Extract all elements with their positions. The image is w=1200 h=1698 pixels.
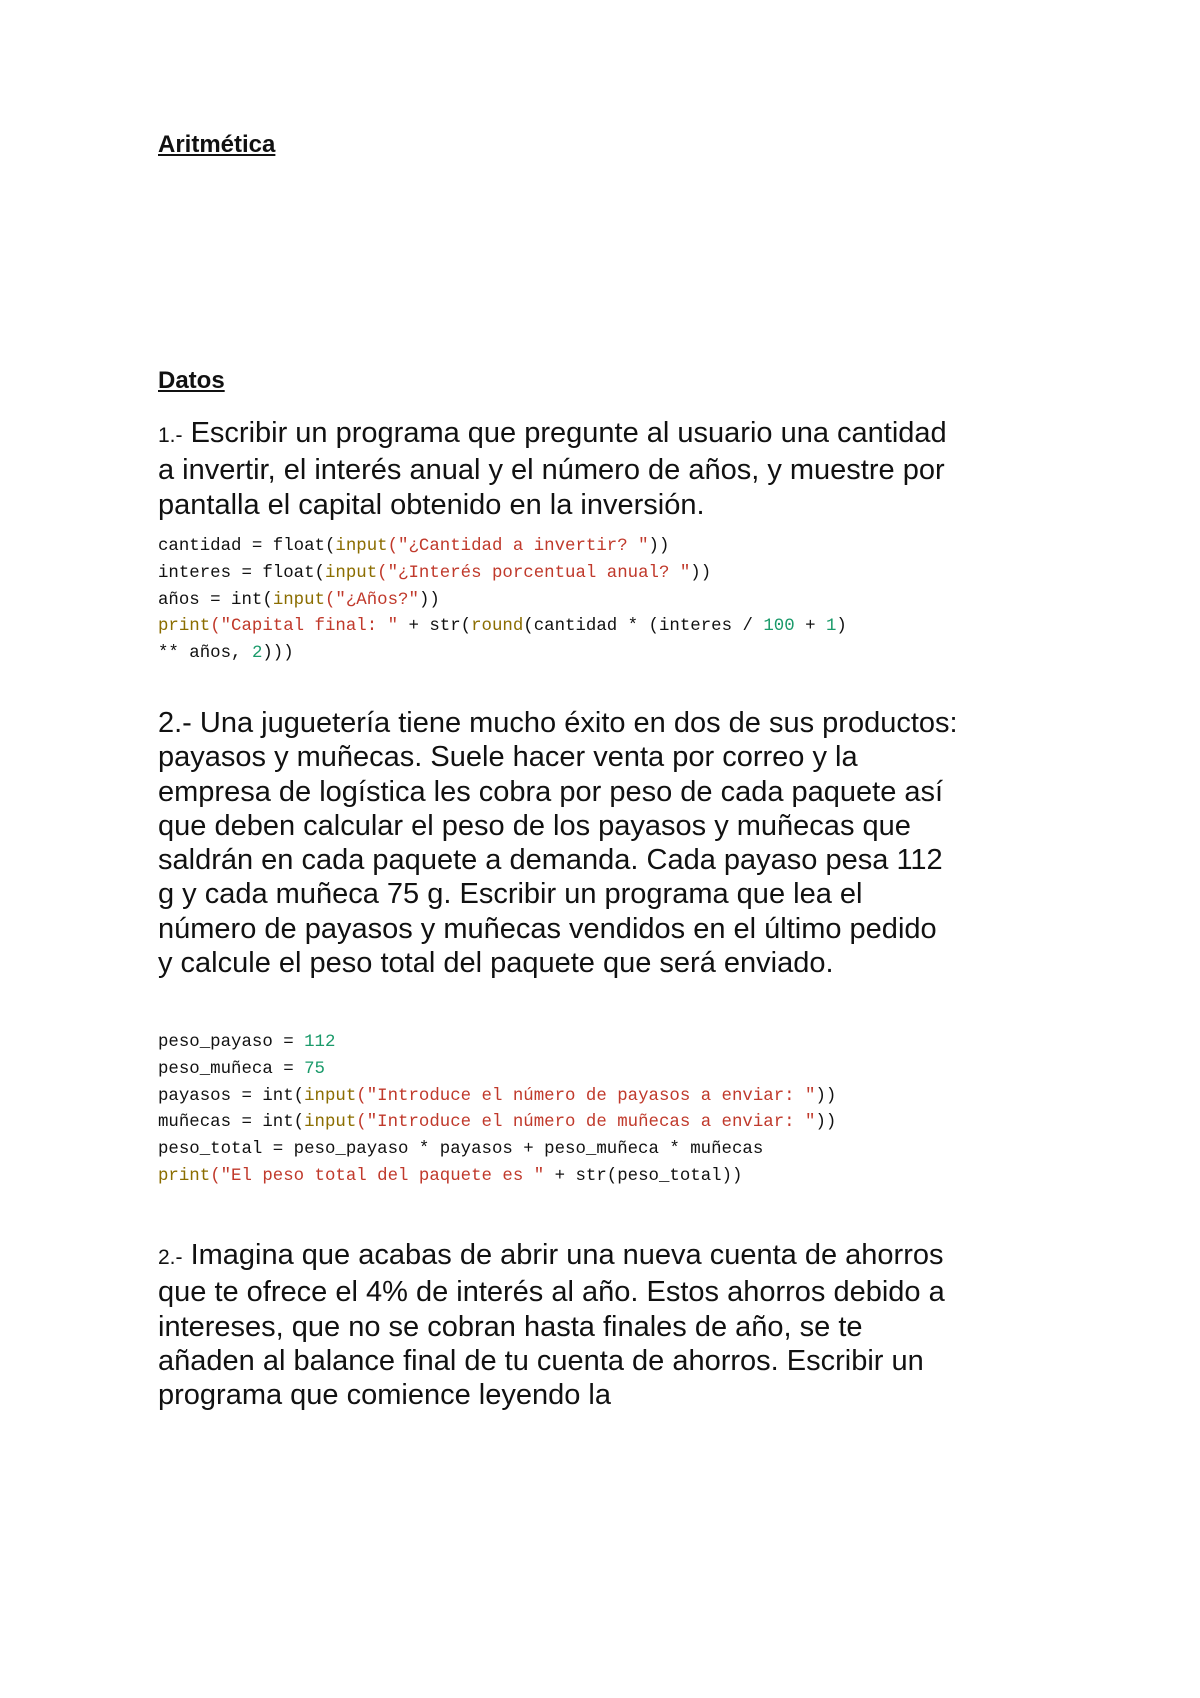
section-heading-datos: Datos (158, 367, 225, 394)
code-token: + str( (398, 617, 472, 637)
code-token: peso_total = peso_payaso * payasos + peso_muñeca * muñecas (158, 1140, 764, 1160)
code-line (158, 534, 847, 561)
exercise-3 (158, 1238, 958, 1412)
code-token: ) (836, 617, 847, 637)
code-token: ("Introduce el número de payasos a enviar: " (356, 1086, 816, 1106)
code-token: ("El peso total del paquete es " (210, 1166, 545, 1186)
code-token: input (304, 1086, 357, 1106)
code-block-1 (158, 534, 847, 668)
exercise-number: 2.- (158, 707, 192, 739)
code-line (158, 1110, 836, 1137)
code-line (158, 1137, 836, 1164)
code-token: round (471, 617, 524, 637)
code-token: peso_payaso = (158, 1033, 305, 1052)
code-token: )) (815, 1086, 837, 1106)
code-line (158, 561, 847, 588)
code-token: )) (418, 590, 440, 610)
exercise-2 (158, 706, 958, 980)
section-heading-aritmetica: Aritmética (158, 131, 276, 158)
code-token: input (304, 1113, 357, 1133)
code-token: )) (648, 537, 670, 556)
code-token: 2 (251, 644, 263, 664)
code-token: print (158, 1166, 211, 1186)
code-token: años = int( (158, 590, 273, 610)
code-token: ("¿Cantidad a invertir? " (387, 537, 649, 556)
code-token: )) (690, 563, 712, 583)
code-token: payasos = int( (158, 1086, 305, 1106)
code-token: 1 (825, 617, 837, 637)
code-token: )) (815, 1113, 837, 1133)
exercise-number: 2.- (158, 1246, 183, 1269)
exercise-1 (158, 416, 958, 522)
code-line (158, 588, 847, 615)
exercise-text: Una juguetería tiene mucho éxito en dos de sus productos: payasos y muñecas. Suele hacer venta por correo y la empresa de logística les cobra por peso de cada paquete así que deben calcular el peso de los payasos y muñecas que saldrán en cada paquete a demanda. Cada payaso pesa 112 g y cada muñeca 75 g. Escribir un programa que lea el número de payasos y muñecas vendidos en el último pedido y calcule el peso total del paquete que será enviado. (158, 707, 958, 980)
code-token: 100 (763, 617, 795, 637)
code-line (158, 614, 847, 641)
code-token: ))) (262, 644, 294, 664)
code-token: ("¿Interés porcentual anual? " (377, 563, 691, 583)
code-token: muñecas = int( (158, 1113, 305, 1133)
code-token: print (158, 617, 211, 637)
code-line (158, 1084, 836, 1111)
code-line (158, 1030, 836, 1057)
code-token: + str(peso_total)) (544, 1166, 743, 1186)
code-token: (cantidad * (interes / (523, 617, 764, 637)
code-token: input (324, 563, 378, 583)
code-block-2 (158, 1030, 836, 1191)
code-token: + (794, 617, 826, 637)
code-line (158, 1057, 836, 1084)
code-token: ** años, (158, 644, 252, 664)
code-token: peso_muñeca = (158, 1059, 305, 1079)
code-token: input (335, 537, 388, 556)
code-token: input (272, 590, 325, 610)
exercise-text: Imagina que acabas de abrir una nueva cuenta de ahorros que te ofrece el 4% de interés al año. Estos ahorros debido a intereses, que no se cobran hasta finales de año, se te añaden al balance final de tu cuenta de ahorros. Escribir un programa que comience leyendo la (158, 1239, 945, 1412)
code-token: ("¿Años?" (325, 590, 419, 610)
code-token: 75 (304, 1059, 325, 1079)
code-line (158, 1164, 836, 1191)
code-token: 112 (304, 1033, 336, 1052)
code-token: interes = float( (158, 563, 325, 583)
code-token: cantidad = float( (158, 537, 336, 556)
code-token: ("Introduce el número de muñecas a enviar: " (356, 1113, 816, 1133)
code-line (158, 641, 847, 668)
exercise-text: Escribir un programa que pregunte al usuario una cantidad a invertir, el interés anual y el número de años, y muestre por pantalla el capital obtenido en la inversión. (158, 417, 947, 521)
code-token: ("Capital final: " (210, 617, 399, 637)
exercise-number: 1.- (158, 424, 183, 447)
